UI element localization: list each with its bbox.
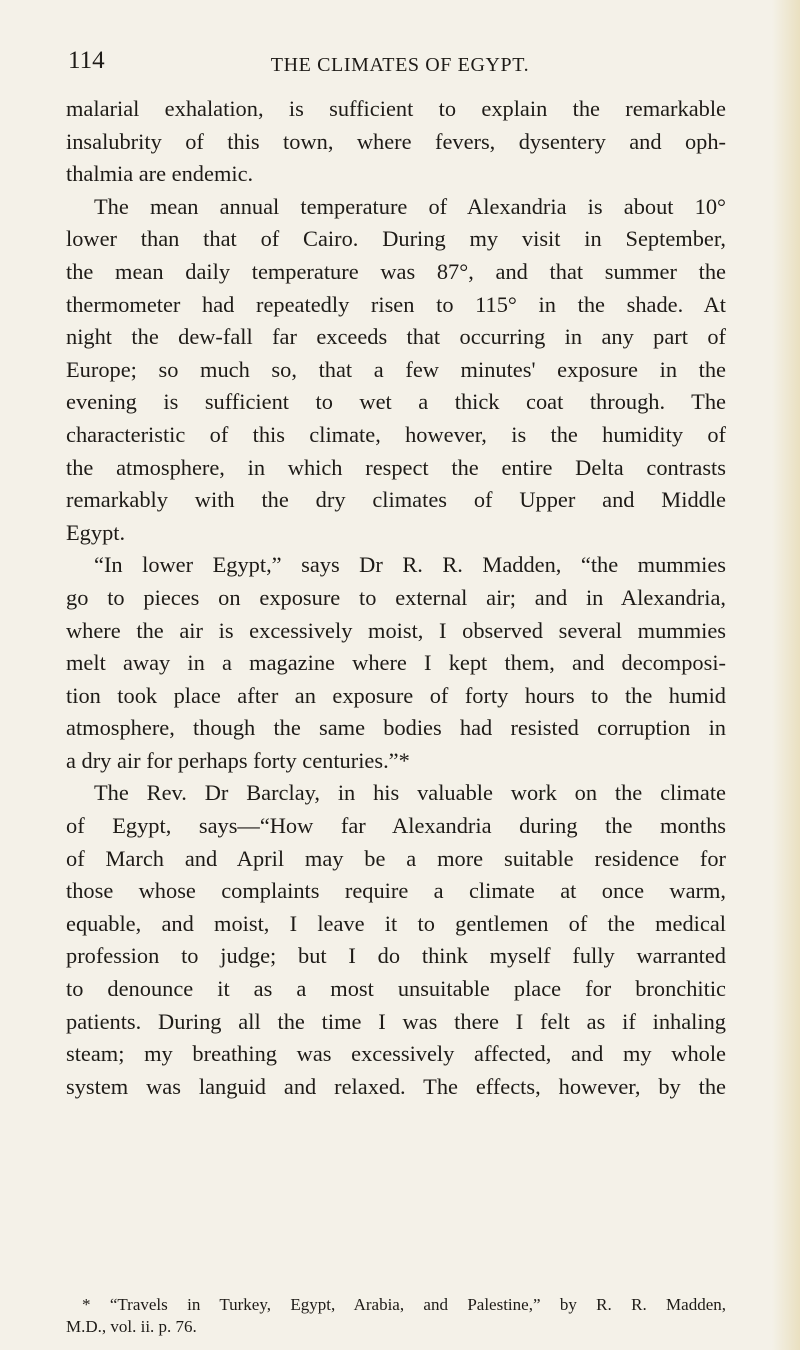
text-line: The Rev. Dr Barclay, in his valuable work on the climate — [94, 780, 726, 806]
running-head: THE CLIMATES OF EGYPT. — [270, 54, 530, 76]
text-line: characteristic of this climate, however, is the humidity of — [66, 421, 726, 447]
text-line: profession to judge; but I do think myself fully warranted — [66, 943, 726, 969]
footnote-line: * “Travels in Turkey, Egypt, Arabia, and Palestine,” by R. R. Madden, — [82, 1295, 726, 1314]
text-line: remarkably with the dry climates of Upper and Middle — [66, 487, 726, 513]
text-line: where the air is excessively moist, I observed several mummies — [66, 617, 726, 643]
page-header — [0, 38, 800, 78]
text-line: the mean daily temperature was 87°, and that summer the — [66, 258, 726, 284]
text-line: go to pieces on exposure to external air; and in Alexandria, — [66, 584, 726, 610]
text-line: “In lower Egypt,” says Dr R. R. Madden, “the mummies — [94, 552, 726, 578]
text-line: of Egypt, says—“How far Alexandria during the months — [66, 813, 726, 839]
text-line: the atmosphere, in which respect the entire Delta contrasts — [66, 454, 726, 480]
text-line: system was languid and relaxed. The effects, however, by the — [66, 1073, 726, 1099]
text-line: atmosphere, though the same bodies had resisted corruption in — [66, 715, 726, 741]
footnote — [66, 1294, 726, 1338]
text-line: thermometer had repeatedly risen to 115° in the shade. At — [66, 291, 726, 317]
page-edge-shadow — [772, 0, 800, 1350]
text-line: night the dew-fall far exceeds that occurring in any part of — [66, 324, 726, 350]
text-line: to denounce it as a most unsuitable place for bronchitic — [66, 976, 726, 1002]
text-line: evening is sufficient to wet a thick coat through. The — [66, 389, 726, 415]
text-line: insalubrity of this town, where fevers, dysentery and oph- — [66, 128, 726, 154]
text-line: equable, and moist, I leave it to gentlemen of the medical — [66, 910, 726, 936]
text-line: Egypt. — [66, 519, 126, 545]
text-line: thalmia are endemic. — [66, 161, 254, 187]
text-line: a dry air for perhaps forty centuries.”* — [66, 747, 410, 773]
body-text — [66, 93, 726, 1103]
text-line: of March and April may be a more suitable residence for — [66, 845, 726, 871]
footnote-line: M.D., vol. ii. p. 76. — [66, 1317, 197, 1336]
text-line: lower than that of Cairo. During my visit in September, — [66, 226, 726, 252]
page-number: 114 — [68, 47, 105, 74]
text-line: patients. During all the time I was there I felt as if inhaling — [66, 1008, 726, 1034]
text-line: The mean annual temperature of Alexandria is about 10° — [94, 193, 726, 219]
text-line: those whose complaints require a climate at once warm, — [66, 878, 726, 904]
text-line: melt away in a magazine where I kept them, and decomposi- — [66, 650, 726, 676]
text-line: malarial exhalation, is sufficient to explain the remarkable — [66, 96, 726, 121]
text-line: tion took place after an exposure of forty hours to the humid — [66, 682, 726, 708]
text-line: steam; my breathing was excessively affected, and my whole — [66, 1041, 726, 1067]
text-line: Europe; so much so, that a few minutes' exposure in the — [66, 356, 726, 382]
